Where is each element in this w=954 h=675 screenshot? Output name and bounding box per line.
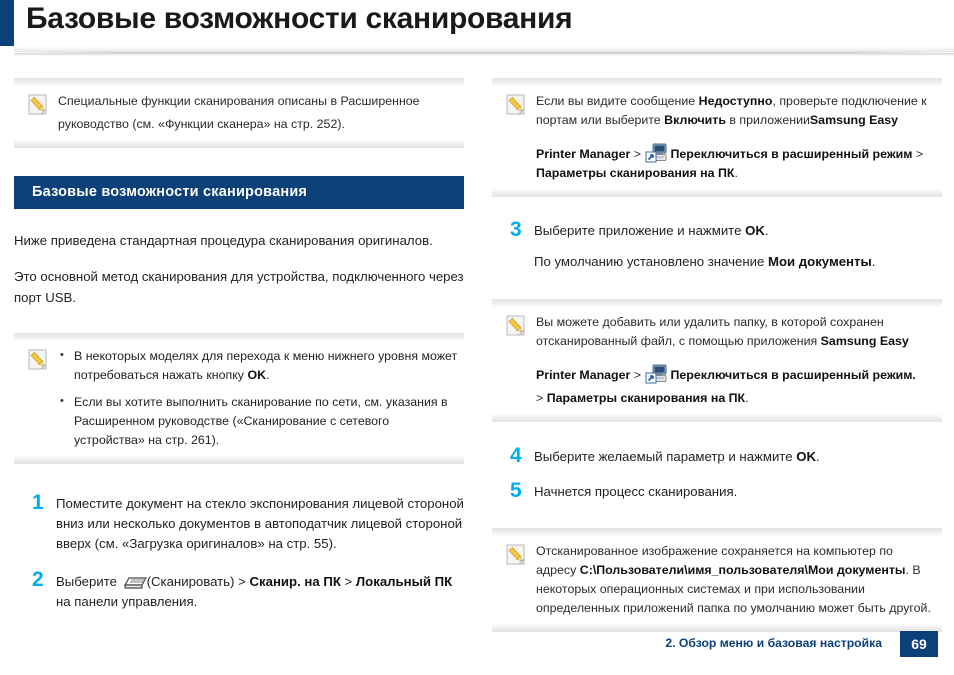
step-text: [534, 482, 942, 502]
section-heading-label: Базовые возможности сканирования: [32, 184, 308, 200]
right-column: [492, 78, 942, 632]
step-text: [56, 494, 464, 554]
note-seg-1: Вы можете добавить или удалить папку, в которой сохранен отсканированный файл, с помощью приложения: [536, 315, 884, 348]
note-line2-bold-1: Printer Manager: [536, 368, 631, 382]
note-text: [536, 313, 936, 408]
note-bold-2: Включить: [664, 113, 726, 127]
note-seg-3: в приложении: [725, 113, 810, 127]
note-line2-sep: >: [630, 147, 645, 161]
step-3-bold: OK: [745, 223, 765, 238]
note-pencil-icon: [506, 94, 528, 116]
note-line-1: Специальные функции сканирования описаны в Расширенное: [58, 94, 420, 108]
page-number-badge: 69: [900, 631, 938, 657]
note-line2-bold-1: Printer Manager: [536, 147, 631, 161]
note-text: [536, 542, 936, 618]
step-number: 4: [510, 444, 522, 467]
step-3-prefix: Выберите приложение и нажмите: [534, 223, 746, 238]
bullet-text: В некоторых моделях для перехода к меню нижнего уровня может потребоваться нажать кнопку: [74, 349, 458, 382]
step-number: 2: [32, 568, 44, 591]
footer-chapter-label: 2. Обзор меню и базовая настройка: [665, 636, 882, 650]
note-pencil-icon: [28, 349, 50, 371]
page-footer: [0, 631, 954, 657]
note-line3-end: .: [734, 166, 738, 180]
note-pencil-icon: [506, 544, 528, 566]
note-text: [58, 92, 458, 134]
step-2-sep-2: >: [340, 574, 356, 589]
step-2-suffix: на панели управления.: [56, 594, 198, 609]
note-bullet-list: [58, 347, 458, 450]
bullet-bold: OK: [247, 368, 267, 382]
note-box-folder-management: [492, 299, 942, 422]
note-seg-1: Если вы видите сообщение: [536, 94, 699, 108]
step-5: [492, 479, 942, 502]
note-pencil-icon: [28, 94, 50, 116]
note-box-unavailable-message: [492, 78, 942, 197]
note-box-special-functions: [14, 78, 464, 148]
note-line3-bold: Параметры сканирования на ПК: [546, 391, 746, 405]
step-text: [534, 221, 942, 272]
step-5-body: Начнется процесс сканирования.: [534, 484, 738, 499]
step-2-bold-1: Сканир. на ПК: [249, 574, 341, 589]
note-line2-sep: >: [630, 368, 645, 382]
note-seg-2: . В некоторых операционных системах и при использовании определенных приложений папка по умолчанию может быть другой.: [536, 563, 931, 615]
page-header: [0, 0, 954, 46]
note-line3-bold: Параметры сканирования на ПК: [536, 166, 735, 180]
list-item: [58, 347, 458, 385]
bullet-text-after: .: [266, 368, 270, 382]
note-line3-sep: >: [536, 391, 547, 405]
step-2-prefix: Выберите: [56, 574, 121, 589]
step-3-sub-bold: Мои документы: [767, 254, 872, 269]
left-column: [14, 78, 464, 612]
note-bold-1: Недоступно: [698, 94, 773, 108]
step-3: [492, 218, 942, 272]
note-box-model-tips: [14, 333, 464, 464]
step-number: 5: [510, 479, 522, 502]
note-bold-3: Samsung Easy: [809, 113, 899, 127]
step-4-suffix: .: [815, 449, 820, 464]
note-line3-end: .: [745, 391, 749, 405]
step-2-sep-1: >: [234, 574, 250, 589]
step-text: [534, 447, 942, 467]
step-number: 1: [32, 491, 44, 514]
paragraph-standard-procedure: Ниже приведена стандартная процедура сканирования оригиналов.: [14, 233, 433, 248]
note-text: [536, 92, 936, 183]
step-4-prefix: Выберите желаемый параметр и нажмите: [534, 449, 797, 464]
step-4-bold: OK: [796, 449, 816, 464]
note-seg-1: Отсканированное изображение сохраняется на компьютер по адресу: [536, 544, 893, 577]
step-2-bold-2: Локальный ПК: [355, 574, 453, 589]
note-line2-bold-2: Переключиться в расширенный режим.: [670, 368, 916, 382]
step-2: [14, 568, 464, 612]
note-bold-1: Samsung Easy: [820, 334, 909, 348]
title-accent-bar: [0, 0, 14, 46]
paragraph-usb-method: Это основной метод сканирования для устройства, подключенного через порт USB.: [14, 269, 464, 305]
title-divider: [14, 46, 954, 56]
section-heading-bar: [14, 176, 464, 209]
note-line2-bold-2: Переключиться в расширенный режим: [670, 147, 913, 161]
step-2-scan-label: (Сканировать): [146, 574, 235, 589]
note-box-saved-location: [492, 528, 942, 632]
list-item: [58, 393, 458, 450]
step-3-suffix: .: [764, 223, 769, 238]
switch-advanced-mode-icon: [645, 143, 667, 162]
note-line2-sep-2: >: [912, 147, 924, 161]
page-title: Базовые возможности сканирования: [26, 2, 573, 35]
scanner-icon: [122, 571, 146, 589]
step-1-body: Поместите документ на стекло экспонирования лицевой стороной вниз или несколько документов в автоподатчик лицевой стороной вверх (см. «Загрузка оригиналов» на стр. 55).: [56, 496, 464, 551]
step-3-sub-suffix: .: [871, 254, 876, 269]
step-1: [14, 491, 464, 554]
note-line-2: руководство (см. «Функции сканера» на стр. 252).: [58, 117, 345, 131]
step-number: 3: [510, 218, 522, 241]
switch-advanced-mode-icon: [645, 364, 667, 383]
note-pencil-icon: [506, 315, 528, 337]
step-text: [56, 571, 464, 612]
step-3-sub-prefix: По умолчанию установлено значение: [534, 254, 768, 269]
bullet-text: Если вы хотите выполнить сканирование по сети, см. указания в Расширенном руководстве («Сканирование с сетевого устройства» на стр. 261).: [74, 395, 448, 447]
step-4: [492, 444, 942, 467]
note-bold-path: C:\Пользователи\имя_пользователя\Мои документы: [579, 563, 906, 577]
note-seg-2: , проверьте подключение к портам или выберите: [536, 94, 927, 127]
